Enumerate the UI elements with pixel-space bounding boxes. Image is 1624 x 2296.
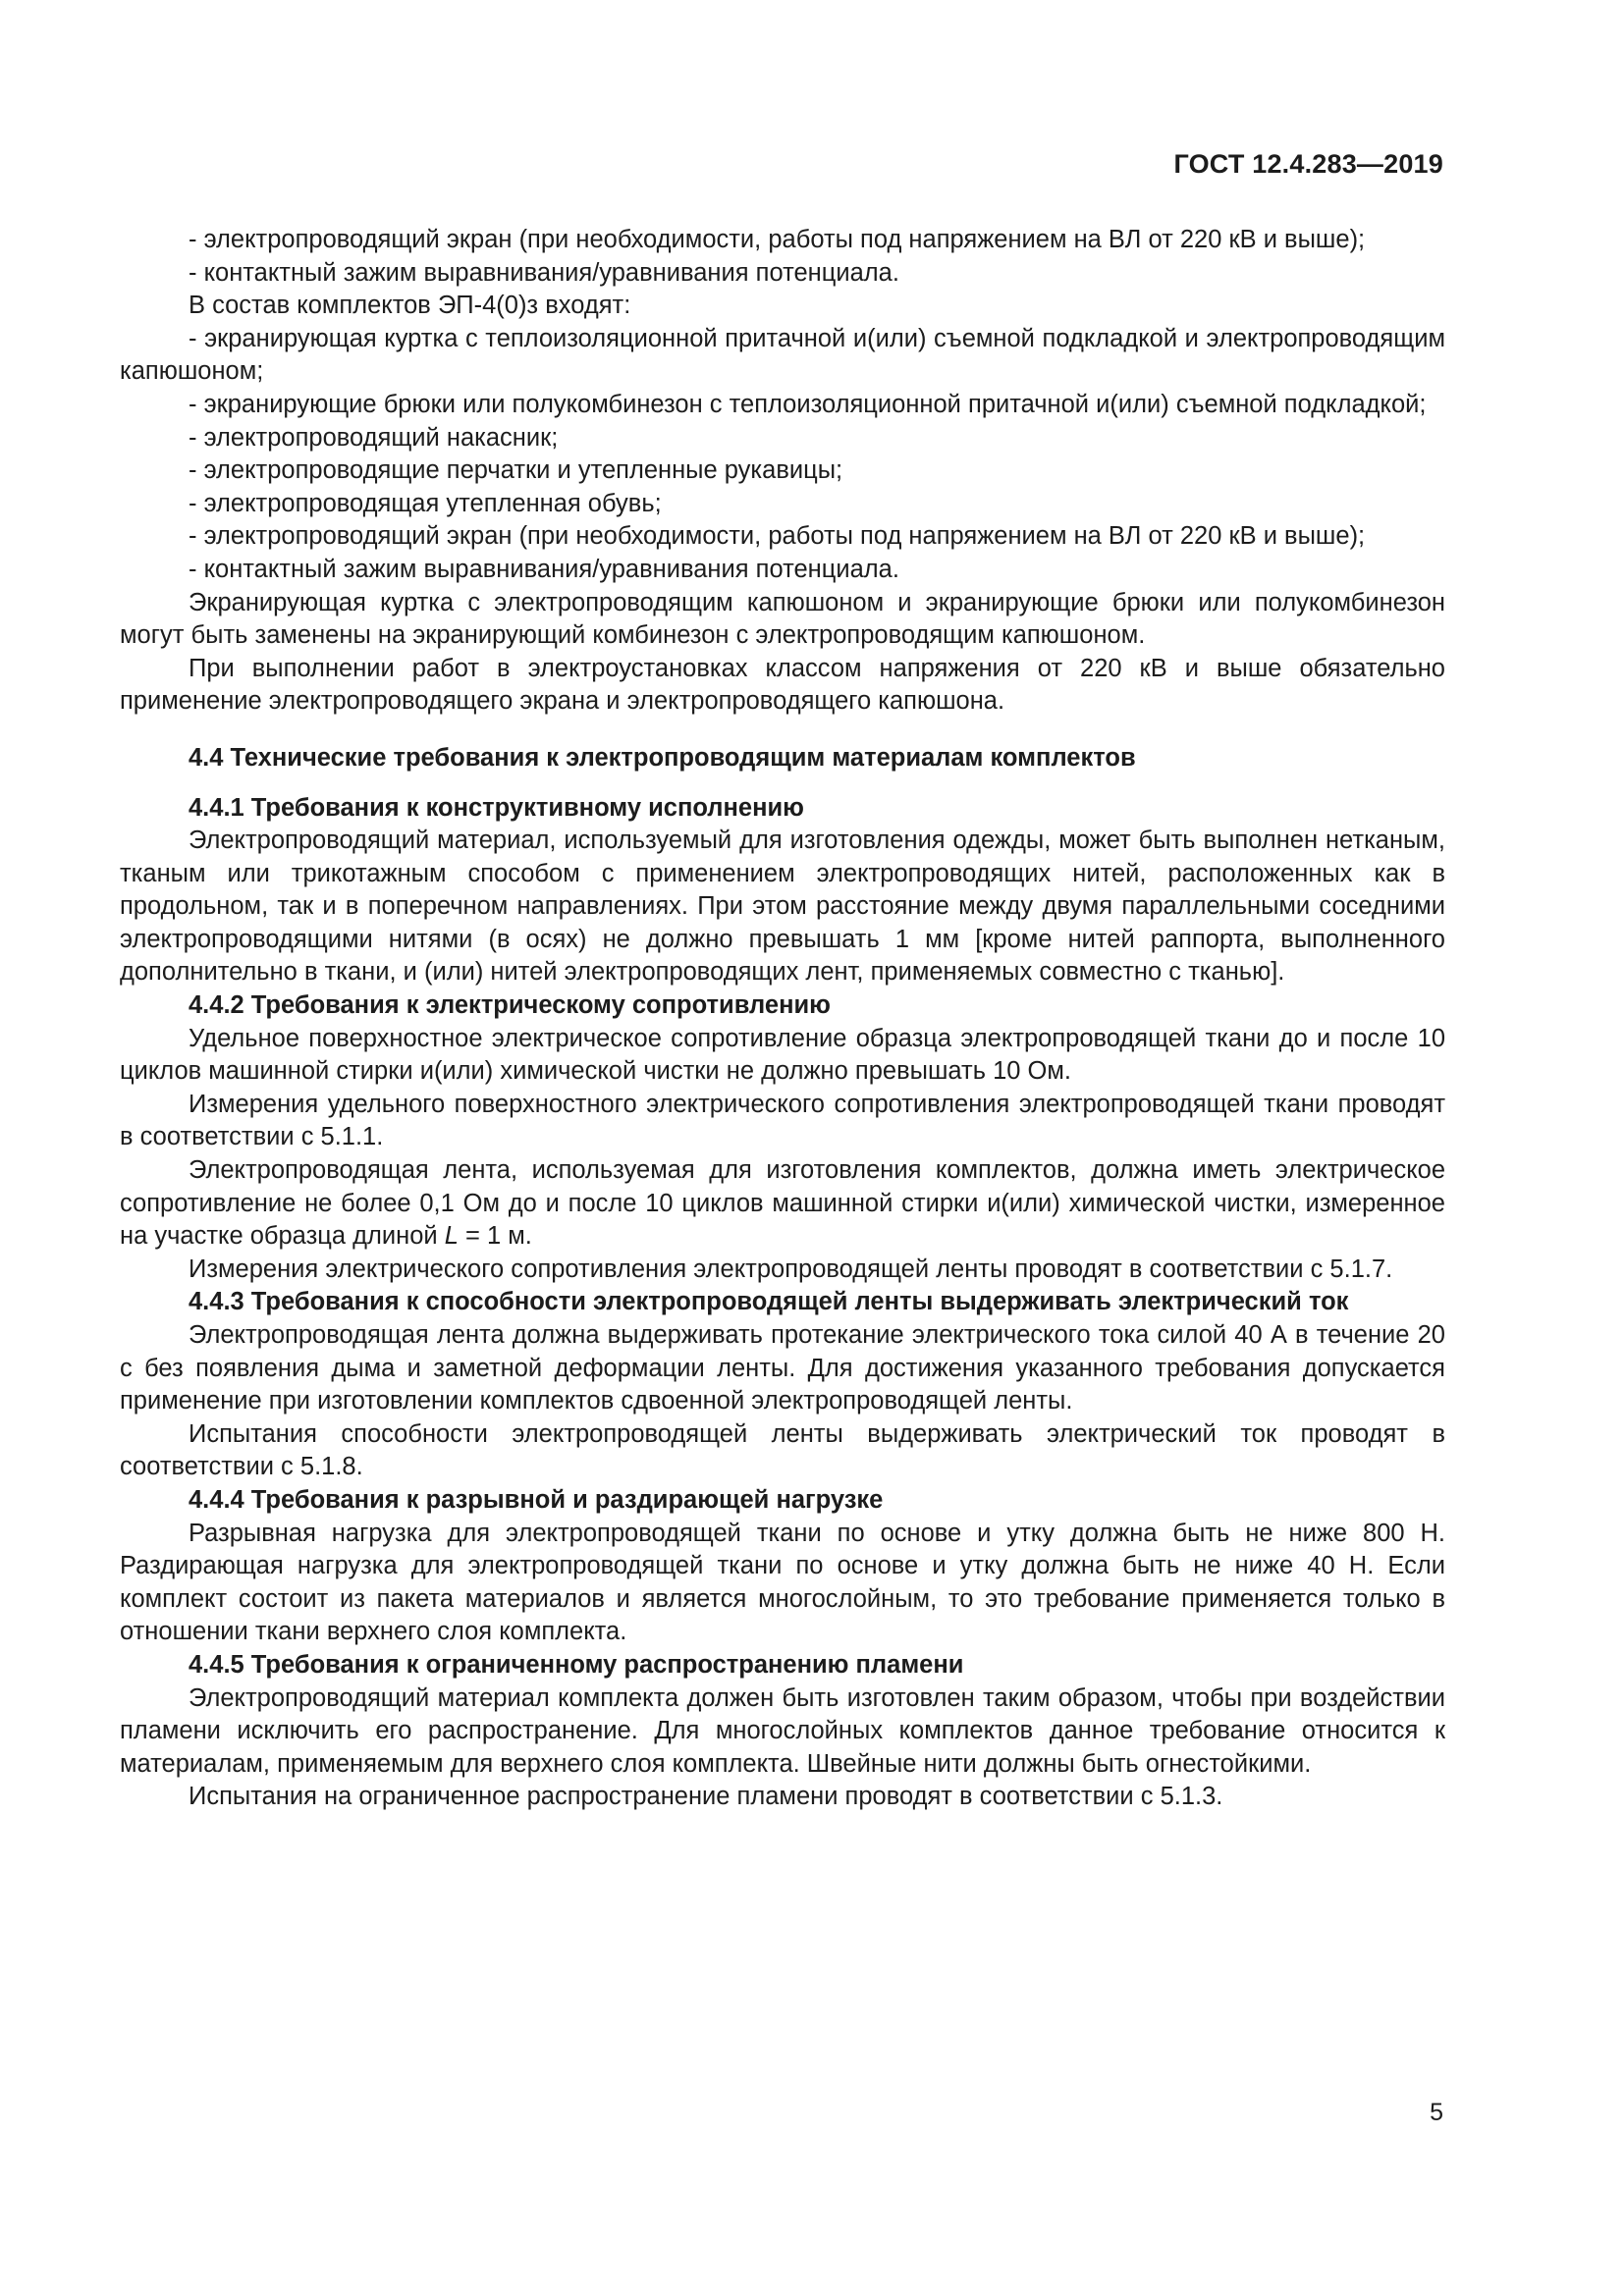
list-item: - экранирующая куртка с теплоизоляционной притачной и(или) съемной подкладкой и электропроводящим капюшоном; [120,324,1445,386]
page-body [120,224,1445,1814]
paragraph: Электропроводящий материал, используемый для изготовления одежды, может быть выполнен нетканым, тканым или трикотажным способом с применением электропроводящих нитей, расположенных как в продольном, так и в поперечном направлениях. При этом расстояние между двумя параллельными соседними электропроводящими нитями (в осях) не должно превышать 1 мм [кроме нитей раппорта, выполненного дополнительно в ткани, и (или) нитей электропроводящих лент, применяемых совместно с тканью]. [120,827,1445,987]
list-item: - электропроводящий экран (при необходимости, работы под напряжением на ВЛ от 220 кВ и выше); [189,522,1366,551]
paragraph: При выполнении работ в электроустановках классом напряжения от 220 кВ и выше обязательно применение электропроводящего экрана и электропроводящего капюшона. [120,654,1445,716]
paragraph: Разрывная нагрузка для электропроводящей ткани по основе и утку должна быть не ниже 800 Н. Раздирающая нагрузка для электропроводящей ткани по основе и утку должна быть не ниже 40 Н. Если комплект состоит из пакета материалов и является многослойным, то это требование применяется только в отношении ткани верхнего слоя комплекта. [120,1519,1445,1646]
subsection-heading: 4.4.1 Требования к конструктивному исполнению [189,793,804,822]
page-number: 5 [1430,2099,1443,2126]
paragraph: Экранирующая куртка с электропроводящим капюшоном и экранирующие брюки или полукомбинезон могут быть заменены на экранирующий комбинезон с электропроводящим капюшоном. [120,588,1445,650]
list-item: - контактный зажим выравнивания/уравнивания потенциала. [189,258,899,287]
list-item: - электропроводящая утепленная обувь; [189,489,662,517]
paragraph: Электропроводящая лента должна выдерживать протекание электрического тока силой 40 А в течение 20 с без появления дыма и заметной деформации ленты. Для достижения указанного требования допускается применение при изготовлении комплектов сдвоенной электропроводящей ленты. [120,1321,1445,1415]
length-variable: L [444,1222,459,1251]
paragraph: Удельное поверхностное электрическое сопротивление образца электропроводящей ткани до и после 10 циклов машинной стирки и(или) химической чистки не должно превышать 10 Ом. [120,1024,1445,1086]
subsection-heading: 4.4.5 Требования к ограниченному распространению пламени [189,1650,964,1679]
paragraph: Измерения электрического сопротивления электропроводящей ленты проводят в соответствии с 5.1.7. [189,1255,1393,1283]
standard-designation: ГОСТ 12.4.283—2019 [1173,149,1443,179]
paragraph [120,1154,1445,1254]
paragraph: В состав комплектов ЭП-4(0)з входят: [189,292,631,320]
paragraph: Электропроводящий материал комплекта должен быть изготовлен таким образом, чтобы при воздействии пламени исключить его распространение. Для многослойных комплектов данное требование относится к материалам, применяемым для верхнего слоя комплекта. Швейные нити должны быть огнестойкими. [120,1683,1445,1778]
list-item: - электропроводящие перчатки и утепленные рукавицы; [189,456,843,485]
subsection-heading: 4.4.4 Требования к разрывной и раздирающей нагрузке [189,1485,884,1514]
paragraph: Испытания на ограниченное распространение пламени проводят в соответствии с 5.1.3. [189,1783,1223,1811]
subsection-heading: 4.4.2 Требования к электрическому сопротивлению [189,991,831,1020]
paragraph-text: Электропроводящая лента, используемая для изготовления комплектов, должна иметь электрическое сопротивление не более 0,1 Ом до и после 10 циклов машинной стирки и(или) химической чистки, измеренное на участке образца длиной [120,1156,1445,1251]
paragraph: Измерения удельного поверхностного электрического сопротивления электропроводящей ткани проводят в соответствии с 5.1.1. [120,1090,1445,1151]
paragraph-text: = 1 м. [458,1222,532,1251]
list-item: - электропроводящий накасник; [189,423,559,452]
list-item: - экранирующие брюки или полукомбинезон с теплоизоляционной притачной и(или) съемной подкладкой; [189,390,1427,418]
paragraph: Испытания способности электропроводящей ленты выдерживать электрический ток проводят в соответствии с 5.1.8. [120,1419,1445,1481]
list-item: - электропроводящий экран (при необходимости, работы под напряжением на ВЛ от 220 кВ и выше); [189,226,1366,253]
section-heading: 4.4 Технические требования к электропроводящим материалам комплектов [189,743,1136,772]
subsection-heading: 4.4.3 Требования к способности электропроводящей ленты выдерживать электрический ток [189,1288,1349,1316]
list-item: - контактный зажим выравнивания/уравнивания потенциала. [189,555,899,583]
